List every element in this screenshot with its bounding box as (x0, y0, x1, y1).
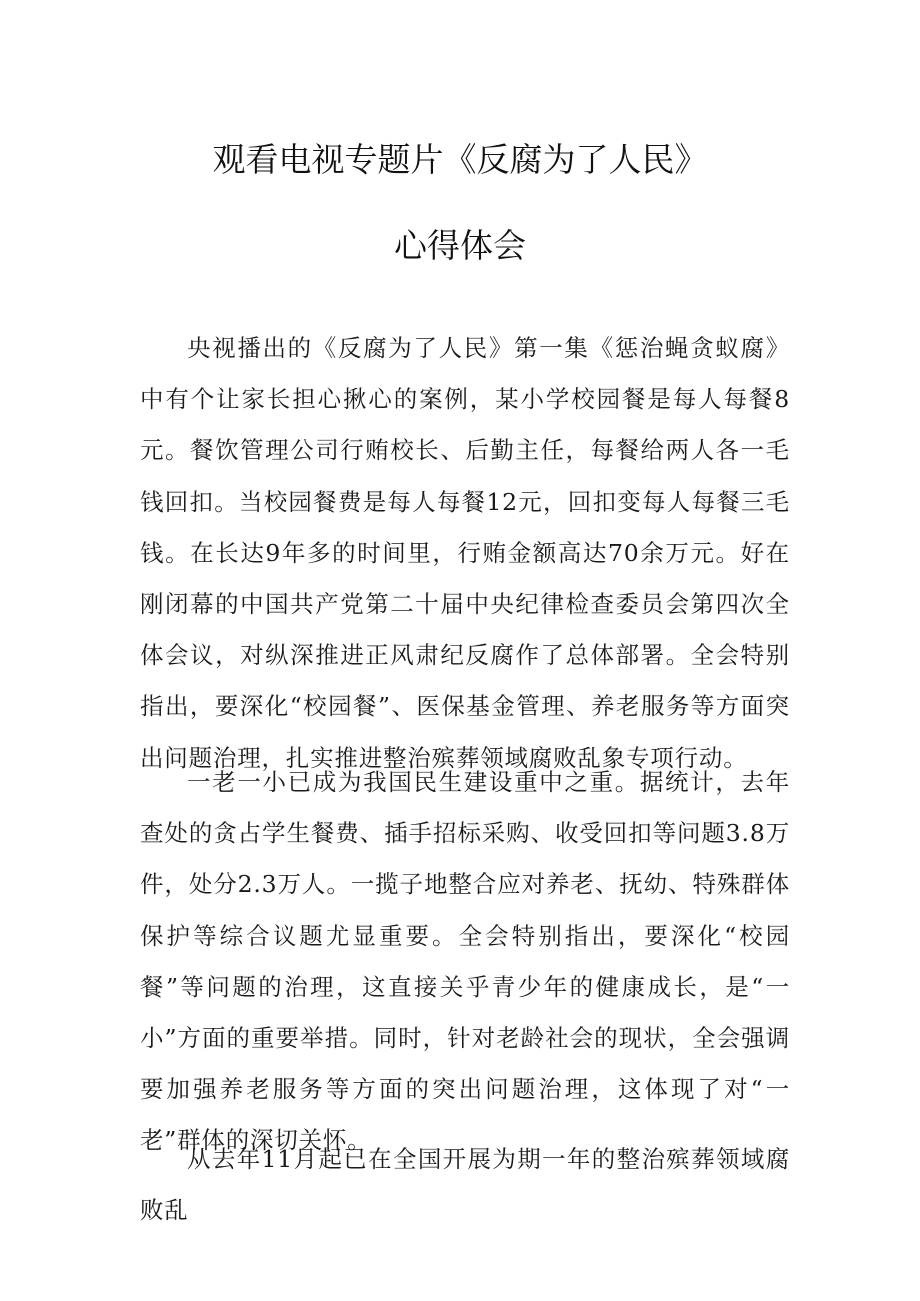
paragraph-1: 央视播出的《反腐为了人民》第一集《惩治蝇贪蚁腐》中有个让家长担心揪心的案例，某小学校园餐是每人每餐8元。餐饮管理公司行贿校长、后勤主任，每餐给两人各一毛钱回扣。当校园餐费是每人每餐12元，回扣变每人每餐三毛钱。在长达9年多的时间里，行贿金额高达70余万元。好在刚闭幕的中国共产党第二十届中央纪律检查委员会第四次全体会议，对纵深推进正风肃纪反腐作了总体部署。全会特别指出，要深化“校园餐”、医保基金管理、养老服务等方面突出问题治理，扎实推进整治殡葬领域腐败乱象专项行动。 (140, 334, 790, 772)
paragraph-3: 从去年11月起已在全国开展为期一年的整治殡葬领域腐败乱 (140, 1145, 790, 1225)
document-subtitle: 心得体会 (394, 226, 526, 265)
paragraph-2: 一老一小已成为我国民生建设重中之重。据统计，去年查处的贪占学生餐费、插手招标采购、收受回扣等问题3.8万件，处分2.3万人。一揽子地整合应对养老、抚幼、特殊群体保护等综合议题尤显重要。全会特别指出，要深化“校园餐”等问题的治理，这直接关乎青少年的健康成长，是“一小”方面的重要举措。同时，针对老龄社会的现状，全会强调要加强养老服务等方面的突出问题治理，这体现了对“一老”群体的深切关怀。 (140, 768, 790, 1155)
document-title: 观看电视专题片《反腐为了人民》 (212, 140, 708, 179)
